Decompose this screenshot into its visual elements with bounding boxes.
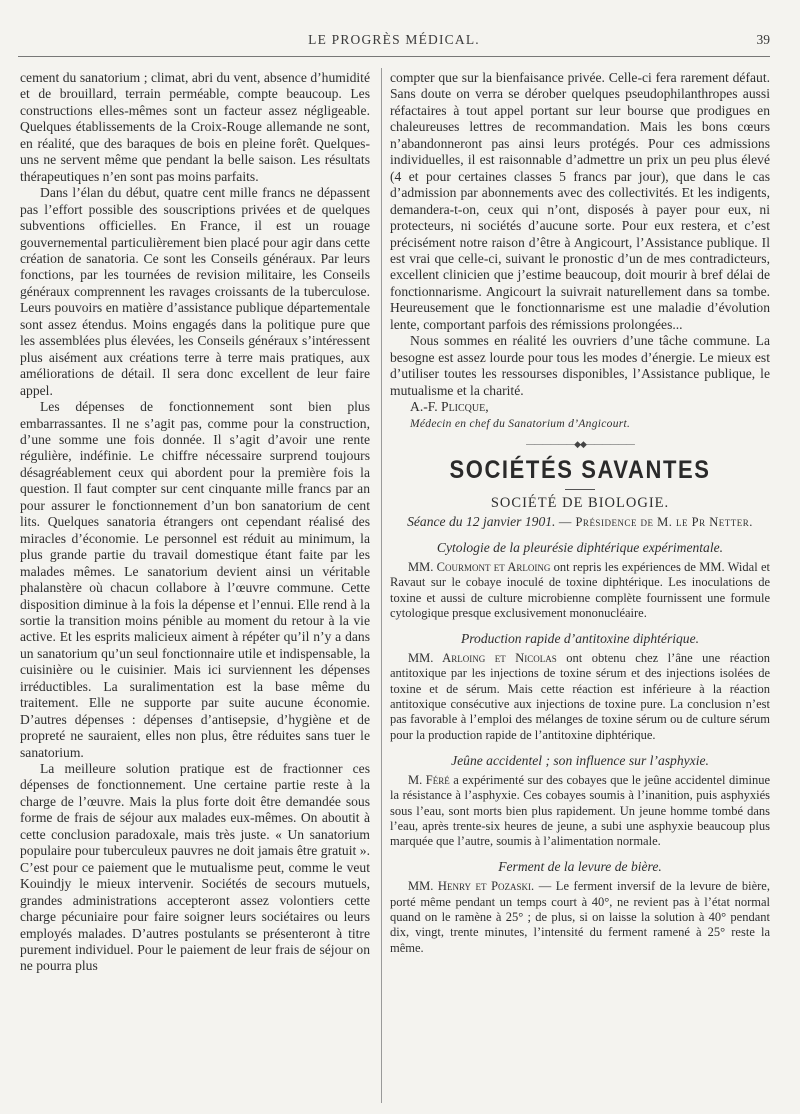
- column-divider: [381, 68, 382, 1103]
- title-rule: [565, 489, 595, 490]
- left-paragraph: Les dépenses de fonctionnement sont bien plus embarrassantes. Il ne s’agit pas, comme pour la construction, d’une somme une fois donnée. Il s’agit d’avoir une rente régulière, indéfinie. Le chiffre nécessaire surprend toujours désagréablement ceux qui abordent pour la première fois la question. Il faut compter sur cent cinquante mille francs par an pour assurer le fonctionnement d’un bon sanatorium de cent lits. Quelques sanatoria étrangers ont cependant réalisé des miracles d’économie. Le personnel est réduit au minimum, la plus grande partie du travail domestique étant faite par les malades mêmes. Le sanatorium devient ainsi un véritable phalanstère où chacun collabore à l’œuvre commune. Cette disposition diminue à la fois la dépense et l’ennui. Elle rend à la sortie la transition moins pénible au moment du retour à la vie active. Et les esprits malicieux aiment à répéter qu’il n’y a dans un sanatorium qu’un seul fonctionnaire utile et indispensable, la cuisinière ou le cuisinier. Mais ici surviennent les dépenses irréductibles. La suralimentation est la base même du traitement. Elle ne supporte par suite aucune économie. D’autres dépenses : dépenses d’antisepsie, d’hygiène et de propreté ne sauraient, elles non plus, être réduites sans tuer le sanatorium.: [20, 399, 370, 760]
- author-signature: [390, 399, 770, 415]
- report-heading: Ferment de la levure de bière.: [498, 859, 662, 875]
- closing-paragraph: Nous sommes en réalité les ouvriers d’une tâche commune. La besogne est assez lourde pour tous les modes d’énergie. Le mieux est d’utiliser toutes les ressourses disponibles, l’Assistance publique, le mutualisme et la charité.: [390, 333, 770, 398]
- reports-block: [390, 540, 770, 956]
- report-heading: Cytologie de la pleurésie diphtérique expérimentale.: [436, 539, 724, 555]
- report-authors: MM. Arloing et Nicolas: [408, 651, 557, 666]
- ornament-divider: ——————◆◆——————: [526, 438, 634, 449]
- report-paragraph: [390, 773, 770, 849]
- header-rule: [18, 56, 770, 57]
- author-affiliation: Médecin en chef du Sanatorium d’Angicourt.: [410, 417, 631, 430]
- report-heading: Production rapide d’antitoxine diphtérique.: [460, 631, 700, 647]
- page-header: [18, 30, 770, 52]
- report-paragraph: [390, 560, 770, 621]
- report-paragraph: [390, 879, 770, 955]
- left-paragraph: cement du sanatorium ; climat, abri du vent, absence d’humidité et de brouillard, terrain perméable, compte beaucoup. Les constructions elles-mêmes sont un facteur assez négligeable. Quelques établissements de la Croix-Rouge allemande ne sont, en réalité, que des baraques de bois en pleine forêt. Quelques-uns ne servent même que pendant la belle saison. Les résultats thérapeutiques n’en sont pas moins parfaits.: [20, 70, 370, 184]
- section-title: SOCIÉTÉS SAVANTES: [449, 455, 711, 484]
- report-authors: MM. Henry et Pozaski.: [408, 879, 535, 894]
- left-paragraph: Dans l’élan du début, quatre cent mille francs ne dépassent pas l’effort possible des souscriptions privées et de quelques subventions officielles. En France, il est un rouage gouvernemental particulièrement bien placé pour agir dans cette création de sanatoria. Ce sont les Conseils généraux. Par leurs fonctions, par les tournées de revision militaire, les Conseils généraux comprennent les ravages croissants de la tuberculose. Leurs pouvoirs en matière d’assistance publique départementale sont assez étendus. Moins engagés dans la politique pure que les assemblées plus élevées, les Conseils généraux s’intéressent plus aisément aux créations terre à terre mais pratiques, aux améliorations de détail. Il sera donc excellent de leur faire appel.: [20, 185, 370, 398]
- signature-name: A.-F. Plicque,: [410, 399, 489, 415]
- right-continuation-paragraph: compter que sur la bienfaisance privée. Celle-ci fera rarement défaut. Sans doute on verra se dérober quelques pseudophilanthropes aussi réfactaires à tout appel portant sur leur bourse que prodigues en chaleureuses lettres de recommandation. Mais les bons cœurs n’abandonneront pas ainsi leurs protégés. Pour ces admissions individuelles, il est raisonnable d’admettre un prix un peu plus élevé (4 et pour certaines classes 5 francs par jour), que dans le cas d’admission par abonnements avec des collectivités. Et les indigents, demandera-t-on, ceux qui n’ont, disposés à payer pour eux, ni protecteurs, ni sociétés d’aucune sorte. Pour eux restera, et c’est précisément notre raison d’être à Angicourt, l’Assistance publique. Il est vrai que celle-ci, suivant le pronostic d’un de mes contradicteurs, excellent clinicien que j’estime beaucoup, doit mourir à bref délai de fonctionnarisme. Angicourt la suivrait naturellement dans sa tombe. Heureusement que le fonctionnarisme est une maladie d’évolution lente, comportant parfois des rémissions prolongées...: [390, 70, 770, 332]
- report-heading: Jeûne accidentel ; son influence sur l’asphyxie.: [451, 752, 709, 768]
- seance-president: — Présidence de M. le Pr Netter.: [558, 514, 753, 529]
- report-text: ont repris les expériences de MM. Widal et Ravaut sur le cobaye inoculé de toxine diphtérique. Les inoculations de toxine et aussi de culture microbienne complète fournissent une formule cytologique presque exclusivement mononucléaire.: [390, 559, 770, 620]
- report-text: — Le ferment inversif de la levure de bière, porté même pendant un temps court à 40°, ne revient pas à l’état normal quand on le ramène à 25° ; de plus, si on laisse la solution à 40° pendant dix, vingt, trente minutes, l’intensité du ferment ramené à 25° reste la même.: [390, 879, 770, 955]
- left-paragraph: La meilleure solution pratique est de fractionner ces dépenses de fonctionnement. Une certaine partie reste à la charge de l’œuvre. Mais la plus forte doit être demandée sous forme de frais de séjour aux malades eux-mêmes. On aboutit à cette conclusion paradoxale, mais très juste. « Un sanatorium populaire pour tuberculeux pauvres ne doit jamais être gratuit ». C’est pour ce paiement que le mutualisme peut, comme le veut Kouindjy le mieux intervenir. Sociétés de secours mutuels, grandes administrations accepteront assez volontiers cette charge pécuniaire pour faire soigner leurs sociétaires ou leurs employés malades. D’autres postulants se présenteront à titre purement individuel. Pour le paiement de leur frais de séjour on ne pourra plus: [20, 761, 370, 974]
- report-authors: MM. Courmont et Arloing: [408, 559, 551, 574]
- report-text: a expérimenté sur des cobayes que le jeûne accidentel diminue la résistance à l’asphyxie. Ces cobayes soumis à l’inanition, puis asphyxiés sous l’eau, sont morts bien plus rapidement. Un jeune homme tombé dans l’eau, après trente-six heures de jeune, a subi une asphyxie beaucoup plus marquée que l’autre, soumis à l’alimentation normale.: [390, 772, 770, 849]
- running-title: LE PROGRÈS MÉDICAL.: [308, 32, 480, 47]
- seance-line: [390, 514, 770, 530]
- report-authors: M. Féré: [408, 772, 450, 787]
- page-number: 39: [756, 32, 770, 47]
- right-column: [390, 70, 770, 956]
- report-text: ont obtenu chez l’âne une réaction antitoxique par les injections de toxine sérum et des injections isolées de toxine et de sérum. Mais cette réaction est inférieure à la réaction antitoxique consécutive aux injections de toxine pure. La conclusion n’est pas favorable à l’emploi des mélanges de toxine sérum ou de culture sérum pour la production rapide de l’antitoxine diphtérique.: [390, 651, 770, 742]
- seance-date: Séance du 12 janvier 1901.: [407, 513, 556, 529]
- report-paragraph: [390, 651, 770, 743]
- left-column: [20, 70, 370, 975]
- society-title: SOCIÉTÉ DE BIOLOGIE.: [490, 494, 670, 511]
